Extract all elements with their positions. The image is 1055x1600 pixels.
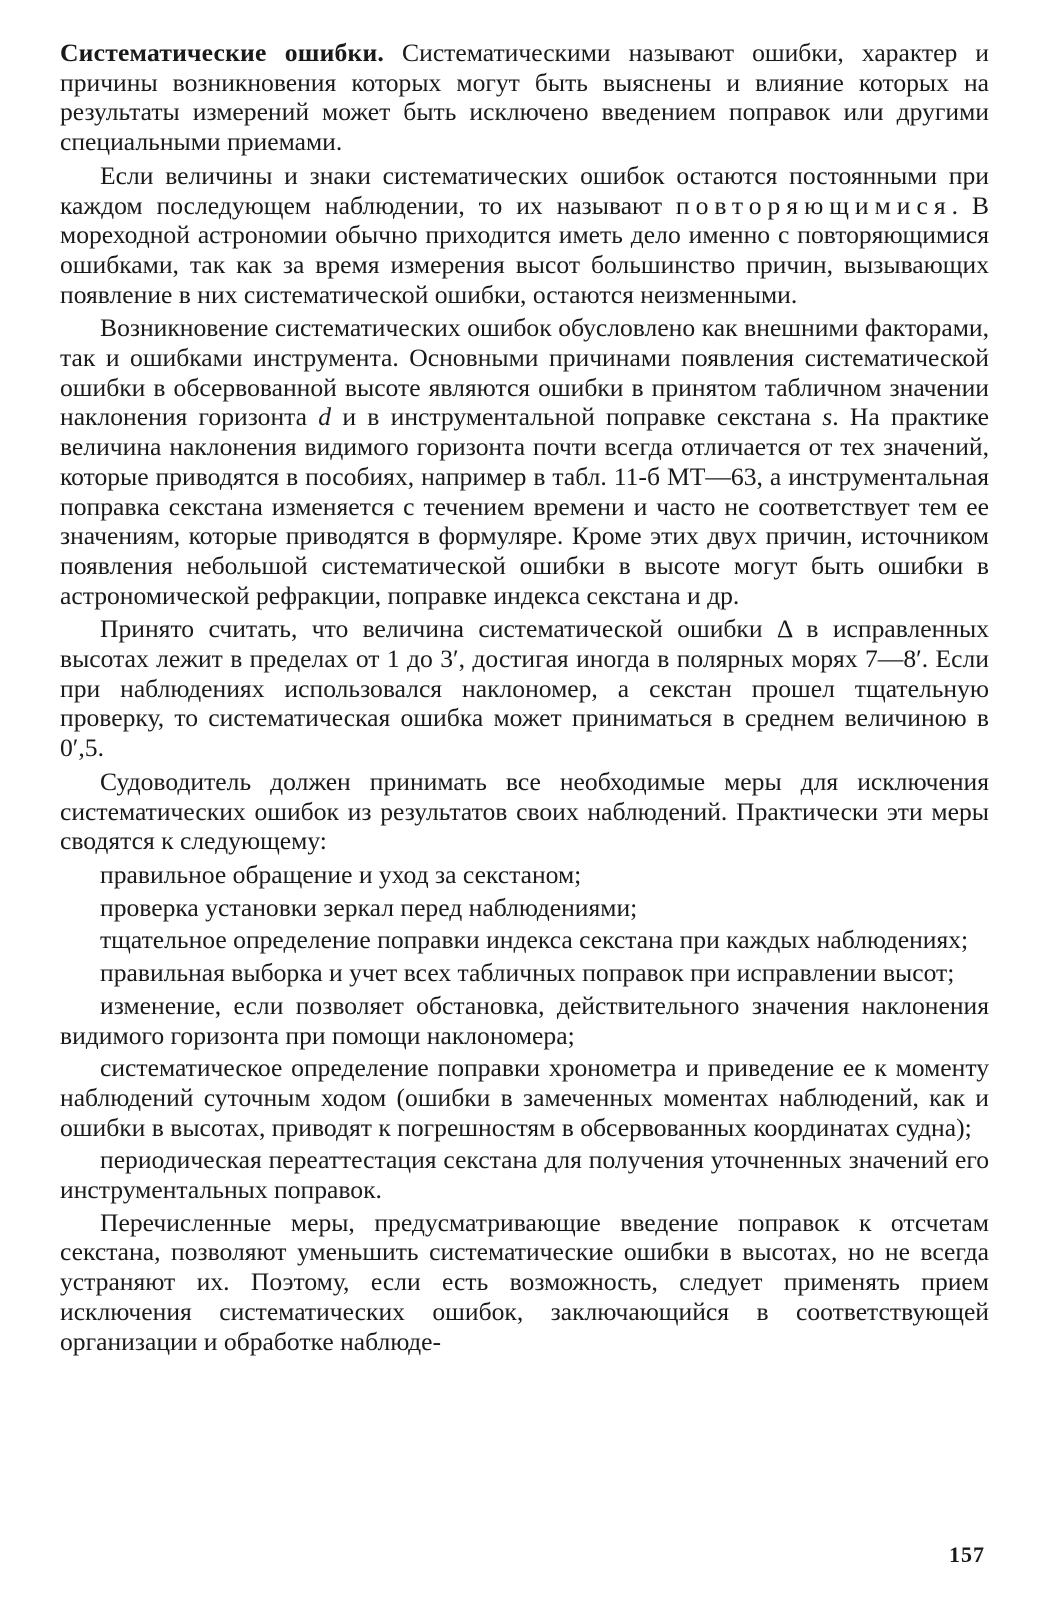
variable-s: s (822, 402, 833, 432)
page-number: 157 (949, 1542, 985, 1567)
variable-d: d (318, 402, 332, 432)
paragraph-repeating-errors (60, 161, 989, 310)
paragraph-text: Если величины и знаки систематических ошибок остаются постоянными при каждом последующем наблюдении, то их называют (60, 160, 989, 220)
measure-item: правильная выборка и учет всех табличных поправок при исправлении высот; (100, 958, 955, 988)
paragraph-text: . В мореходной астрономии обычно приходится иметь дело именно с повторяющимися ошибками, так как за время измерения высот большинство причин, вызывающих появление в них систематической ошибки, остаются неизменными. (60, 190, 989, 309)
paragraph-text: и в инструментальной поправке секстана (331, 402, 823, 432)
measure-item: периодическая переаттестация секстана для получения уточненных значений его инструментальных поправок. (60, 1145, 989, 1205)
section-heading: Систематические ошибки. (60, 38, 385, 67)
measure-item: систематическое определение поправки хронометра и приведение ее к моменту наблюдений суточным ходом (ошибки в замеченных моментах наблюдений, как и ошибки в высотах, приводят к погрешностям в обсервованных координатах судна); (60, 1053, 989, 1142)
measure-item: тщательное определение поправки индекса секстана при каждых наблюдениях; (100, 925, 969, 955)
paragraph-systematic-errors (60, 38, 989, 157)
paragraph-text: Систематическими называют ошибки, характер и причины возникновения которых могут быть выяснены и влияние которых на результаты измерений может быть исключено введением поправок или другими специальными приемами. (60, 38, 989, 157)
paragraph-text: Возникновение систематических ошибок обусловлено как внешними факторами, так и ошибками инструмента. Основными причинами появления систематической ошибки в обсервованной высоте являются ошибки в принятом табличном значении наклонения горизонта (60, 313, 989, 432)
measure-item: правильное обращение и уход за секстаном; (100, 859, 582, 889)
measure-item: проверка установки зеркал перед наблюдениями; (100, 892, 638, 922)
paragraph-text: . На практике величина наклонения видимого горизонта почти всегда отличается от тех значений, которые приводятся в пособиях, например в табл. 11-б МТ—63, а инструментальная поправка секстана изменяется с течением времени и часто не соответствует тем ее значениям, которые приводятся в формуляре. Кроме этих двух причин, источником появления небольшой систематической ошибки в высоте могут быть ошибки в астрономической рефракции, поправке индекса секстана и др. (60, 402, 990, 610)
paragraph-conclusion: Перечисленные меры, предусматривающие введение поправок к отсчетам секстана, позволяют уменьшить систематические ошибки в высотах, но не всегда устраняют их. Поэтому, если есть возможность, следует применять прием исключения систематических ошибок, заключающийся в соответствующей организации и обработке наблюде- (60, 1207, 989, 1356)
measure-item: изменение, если позволяет обстановка, действительного значения наклонения видимого горизонта при помощи наклономера; (60, 990, 989, 1050)
paragraph-measures-intro: Судоводитель должен принимать все необходимые меры для исключения систематических ошибок из результатов своих наблюдений. Практически эти меры сводятся к следующему: (60, 766, 989, 856)
paragraph-error-causes (60, 313, 989, 610)
spaced-term: повторяющимися (675, 190, 952, 220)
paragraph-error-magnitude: Принято считать, что величина систематической ошибки Δ в исправленных высотах лежит в пределах от 1 до 3′, достигая иногда в полярных морях 7—8′. Если при наблюдениях использовался наклономер, а секстан прошел тщательную проверку, то систематическая ошибка может приниматься в среднем величиною в 0′,5. (60, 614, 989, 763)
